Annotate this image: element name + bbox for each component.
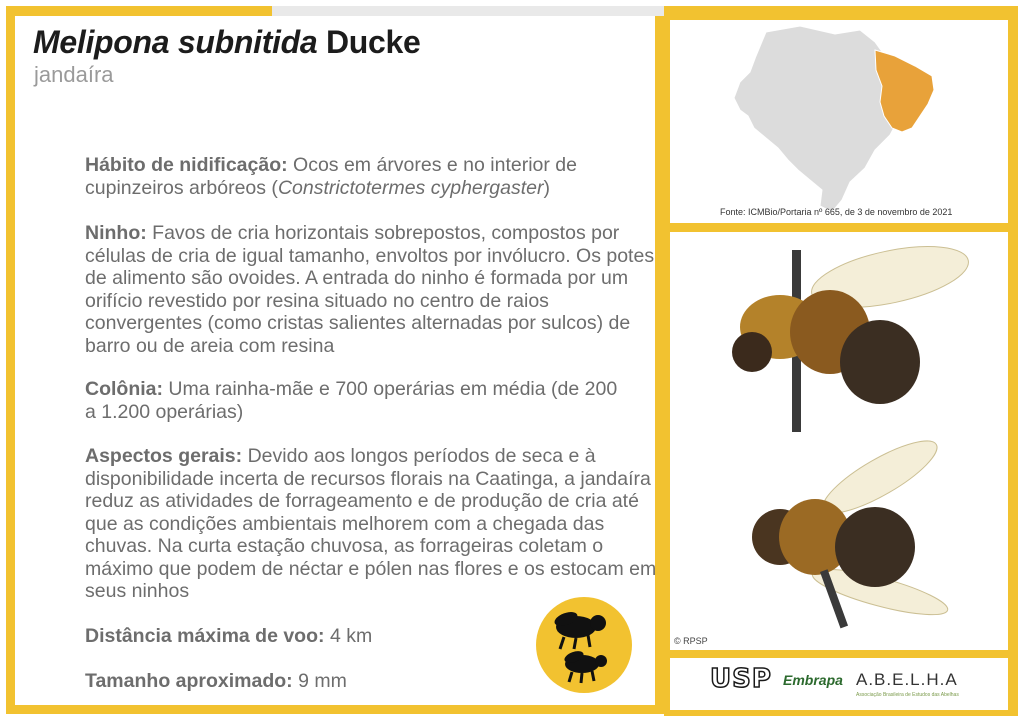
section-text: 9 mm	[298, 670, 347, 692]
section-label: Ninho:	[85, 222, 147, 244]
section-label: Colônia:	[85, 378, 163, 400]
top-accent-bar	[6, 6, 272, 16]
section-text: Favos de cria horizontais sobrepostos, compostos por células de cria de igual tamanho, envoltos por invólucro. Os potes de alimento são ovoides. A entrada do ninho é formada por um orifício revestido por resina situado no centro de raios convergentes (como cristas salientes alternadas por sulcos) de barro ou de areia com resina	[85, 222, 655, 357]
species-author: Ducke	[325, 24, 421, 60]
usp-logo: USP	[710, 664, 772, 694]
embrapa-logo: Embrapa	[783, 672, 843, 688]
section-label: Hábito de nidificação:	[85, 154, 288, 176]
section-label: Tamanho aproximado:	[85, 670, 293, 692]
bee-illustration	[670, 232, 1008, 650]
distribution-map	[670, 20, 1008, 223]
bee-photos	[670, 232, 1008, 650]
section-text: 4 km	[329, 625, 373, 647]
section-ninho	[85, 222, 665, 357]
section-aspectos	[85, 445, 665, 603]
section-label: Aspectos gerais:	[85, 445, 243, 467]
section-text-end: )	[543, 176, 550, 199]
section-italic: Constrictotermes cyphergaster	[277, 176, 544, 199]
section-habito	[85, 154, 665, 199]
abelha-logo: A.B.E.L.H.A	[856, 670, 958, 689]
abelha-logo-subtitle: Associação Brasileira de Estudos das Abelhas	[856, 692, 959, 698]
top-gray-bar	[272, 6, 664, 16]
section-text: Uma rainha-mãe e 700 operárias em média (de 200 a 1.200 operárias)	[85, 378, 618, 423]
map-caption: Fonte: ICMBio/Portaria nº 665, de 3 de novembro de 2021	[720, 207, 953, 217]
photo-credit: © RPSP	[674, 636, 708, 646]
section-text: Ocos em árvores e no interior de cupinzeiros arbóreos (	[85, 154, 577, 199]
common-name: jandaíra	[34, 62, 114, 87]
bee-size-badge	[536, 597, 632, 693]
section-text: Devido aos longos períodos de seca e à disponibilidade incerta de recursos florais na Caatinga, a jandaíra reduz as atividades de forrageamento e de produção de cria até que as condições ambientais melhorem com a chegada das chuvas. Na curta estação chuvosa, as forrageiras coletam o máximo que podem de néctar e pólen nas flores e os estocam em seus ninhos	[85, 445, 657, 602]
section-label: Distância máxima de voo:	[85, 625, 325, 647]
section-colonia	[85, 378, 625, 423]
brazil-map	[670, 20, 1008, 223]
bee-silhouette-icon	[536, 597, 632, 693]
species-title	[33, 24, 421, 61]
species-name: Melipona subnitida	[33, 24, 318, 60]
